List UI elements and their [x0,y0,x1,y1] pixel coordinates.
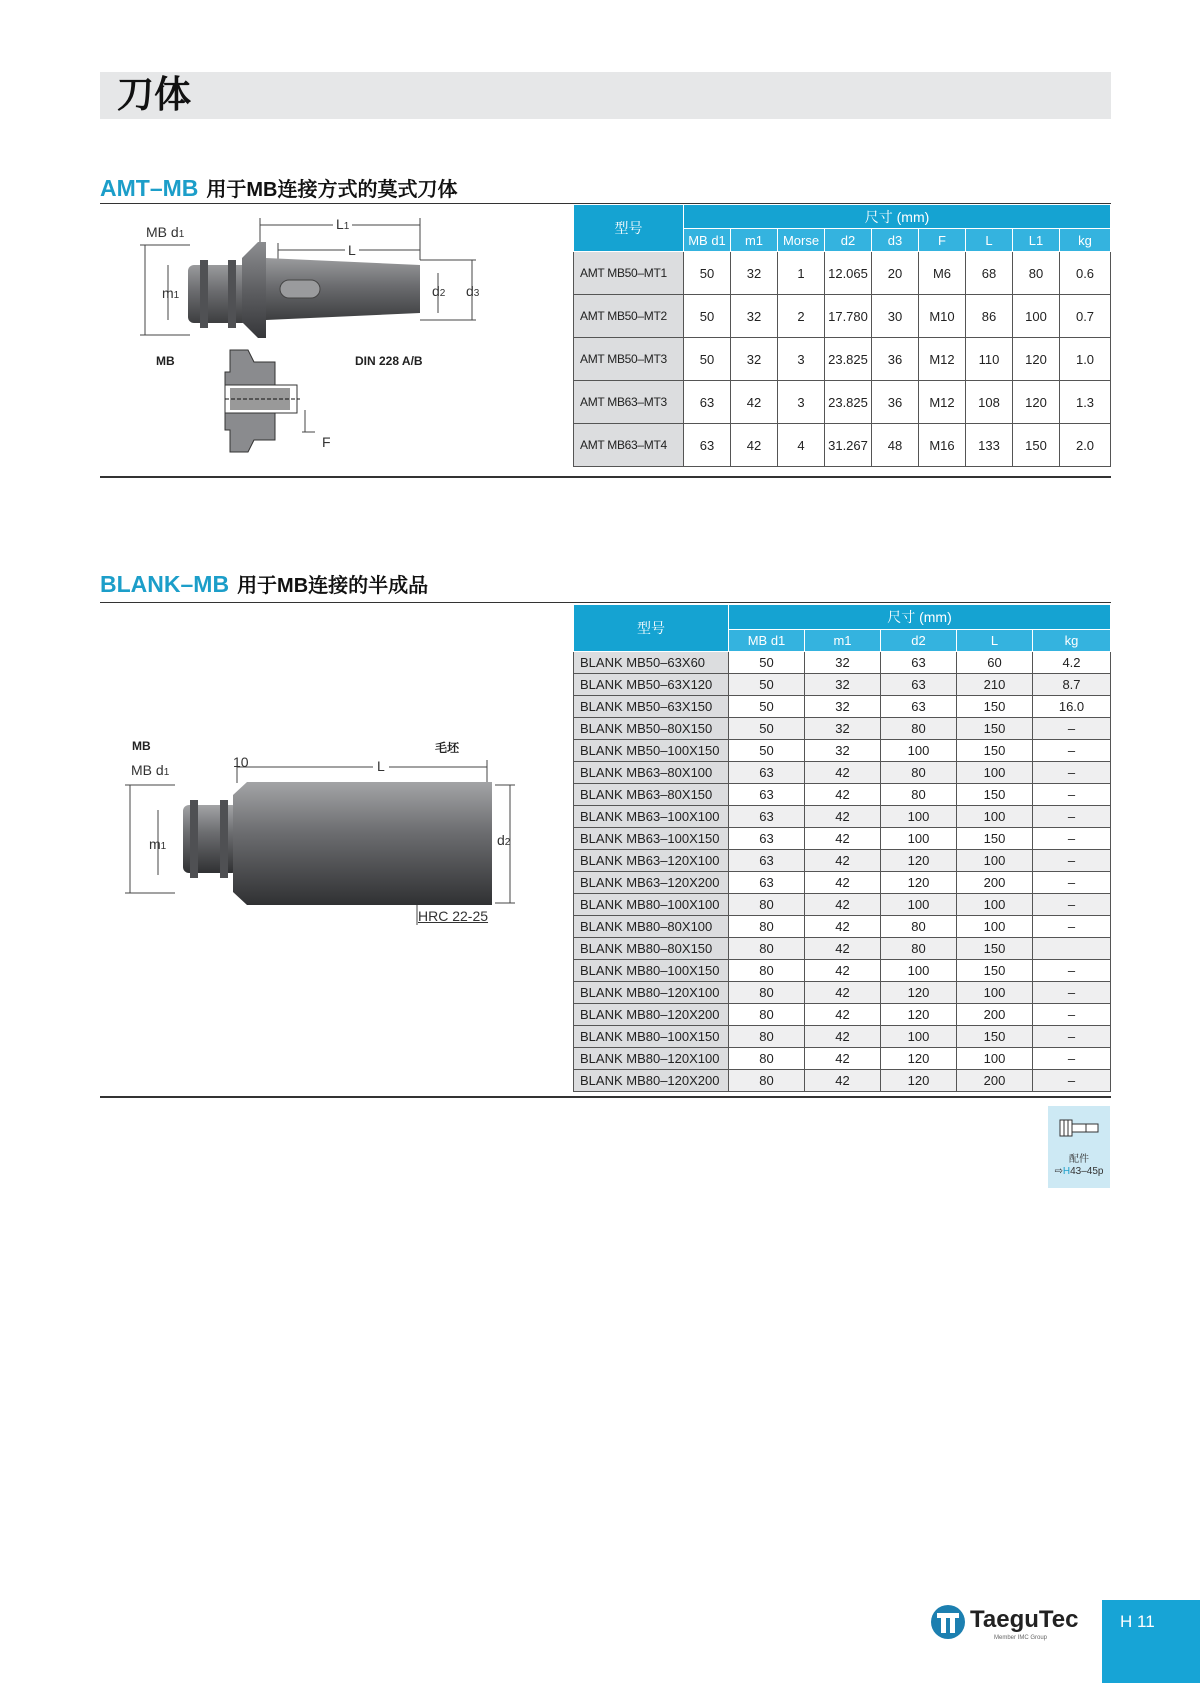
section-end-rule [100,476,1111,478]
model-cell: BLANK MB50–63X150 [574,696,729,718]
section-end-rule [100,1096,1111,1098]
value-cell: 120 [881,1048,957,1070]
label-blank: 毛坯 [435,741,460,755]
value-cell [1033,938,1111,960]
table-row [574,1026,1111,1048]
table-row [574,338,1111,381]
value-cell: 120 [881,850,957,872]
value-cell: 80 [729,960,805,982]
value-cell: – [1033,718,1111,740]
brand-name: TaeguTec [970,1606,1079,1633]
value-cell: 23.825 [825,338,872,381]
model-cell: BLANK MB80–120X100 [574,1048,729,1070]
model-cell: BLANK MB80–80X100 [574,916,729,938]
value-cell: 42 [805,806,881,828]
accessory-reference[interactable] [1048,1106,1110,1188]
value-cell: – [1033,1026,1111,1048]
value-cell: 80 [881,762,957,784]
value-cell: – [1033,960,1111,982]
value-cell: 3 [778,381,825,424]
value-cell: 1.3 [1060,381,1111,424]
col-header: MB d1 [684,229,731,252]
section-divider [100,602,1111,603]
value-cell: – [1033,916,1111,938]
value-cell: 210 [957,674,1033,696]
value-cell: 42 [805,938,881,960]
value-cell: 133 [966,424,1013,467]
value-cell: 80 [729,938,805,960]
label-d2: d2 [432,283,446,299]
value-cell: 150 [957,740,1033,762]
value-cell: 20 [872,252,919,295]
label-d3: d3 [466,283,480,299]
value-cell: 42 [805,784,881,806]
value-cell: – [1033,784,1111,806]
value-cell: M12 [919,338,966,381]
value-cell: – [1033,1070,1111,1092]
model-cell: BLANK MB80–120X100 [574,982,729,1004]
value-cell: 150 [957,784,1033,806]
value-cell: 32 [805,652,881,674]
value-cell: 60 [957,652,1033,674]
value-cell: 32 [805,696,881,718]
value-cell: 3 [778,338,825,381]
value-cell: 63 [729,762,805,784]
table-row [574,1004,1111,1026]
table-row [574,1070,1111,1092]
value-cell: 108 [966,381,1013,424]
table-row [574,381,1111,424]
model-cell: BLANK MB63–100X100 [574,806,729,828]
value-cell: 42 [805,960,881,982]
label-m1: m1 [162,285,180,301]
header-size: 尺寸 (mm) [729,605,1111,630]
value-cell: M6 [919,252,966,295]
table-row [574,806,1111,828]
model-cell: AMT MB50–MT2 [574,295,684,338]
table-row [574,850,1111,872]
value-cell: 32 [731,295,778,338]
value-cell: 50 [729,674,805,696]
value-cell: 63 [881,652,957,674]
value-cell: M12 [919,381,966,424]
value-cell: 0.7 [1060,295,1111,338]
amt-mb-spec-table [573,204,1111,467]
value-cell: 80 [729,982,805,1004]
value-cell: 80 [881,784,957,806]
value-cell: 50 [729,740,805,762]
value-cell: 50 [729,652,805,674]
value-cell: 200 [957,872,1033,894]
model-cell: BLANK MB63–80X150 [574,784,729,806]
value-cell: 120 [881,1070,957,1092]
col-header: Morse [778,229,825,252]
model-cell: BLANK MB63–120X200 [574,872,729,894]
label-mb: MB [132,739,151,753]
col-header: MB d1 [729,630,805,652]
value-cell: 80 [729,916,805,938]
col-header: d2 [881,630,957,652]
table-row [574,960,1111,982]
value-cell: 200 [957,1004,1033,1026]
label-m1: m1 [149,836,167,852]
model-cell: AMT MB50–MT3 [574,338,684,381]
label-hrc: HRC 22-25 [418,908,489,924]
value-cell: 100 [881,740,957,762]
value-cell: 100 [957,916,1033,938]
page-number-tab [1102,1600,1200,1683]
value-cell: 36 [872,381,919,424]
model-cell: BLANK MB63–80X100 [574,762,729,784]
brand-logo [930,1602,1078,1644]
value-cell: 80 [881,938,957,960]
col-header: F [919,229,966,252]
header-size: 尺寸 (mm) [684,205,1111,229]
col-header: m1 [731,229,778,252]
blank-mb-spec-table [573,604,1111,1092]
value-cell: 42 [805,1070,881,1092]
col-header: kg [1033,630,1111,652]
value-cell: M10 [919,295,966,338]
label-mb-d1: MB d1 [131,762,170,778]
table-row [574,1048,1111,1070]
value-cell: 80 [729,1070,805,1092]
value-cell: 200 [957,1070,1033,1092]
value-cell: 31.267 [825,424,872,467]
table-row [574,718,1111,740]
page-number: H 11 [1120,1612,1155,1631]
value-cell: 110 [966,338,1013,381]
value-cell: 63 [729,872,805,894]
value-cell: 100 [957,850,1033,872]
value-cell: 2.0 [1060,424,1111,467]
value-cell: 63 [881,696,957,718]
value-cell: – [1033,828,1111,850]
value-cell: 42 [731,381,778,424]
value-cell: 150 [957,960,1033,982]
col-header: d2 [825,229,872,252]
model-cell: BLANK MB80–100X150 [574,960,729,982]
table-row [574,916,1111,938]
value-cell: 42 [805,1048,881,1070]
value-cell: 32 [805,718,881,740]
value-cell: M16 [919,424,966,467]
value-cell: 100 [957,1048,1033,1070]
table-row [574,252,1111,295]
label-mb: MB [156,354,175,368]
value-cell: 80 [729,1048,805,1070]
accessory-page-ref[interactable]: ⇨H43–45p [1054,1166,1104,1177]
table-row [574,424,1111,467]
value-cell: 42 [805,872,881,894]
brand-tagline: Member IMC Group [994,1635,1048,1641]
table-row [574,696,1111,718]
table-row [574,784,1111,806]
value-cell: 80 [881,718,957,740]
model-cell: BLANK MB50–80X150 [574,718,729,740]
value-cell: 100 [881,960,957,982]
col-header: L1 [1013,229,1060,252]
value-cell: 30 [872,295,919,338]
table-row [574,938,1111,960]
value-cell: 63 [684,424,731,467]
header-model: 型号 [574,205,684,252]
value-cell: 42 [805,828,881,850]
value-cell: 100 [1013,295,1060,338]
col-header: d3 [872,229,919,252]
value-cell: 100 [881,828,957,850]
model-cell: BLANK MB50–63X120 [574,674,729,696]
col-header: m1 [805,630,881,652]
label-ten: 10 [233,754,249,770]
amt-mb-drawing [130,210,490,475]
col-header: kg [1060,229,1111,252]
value-cell: – [1033,1004,1111,1026]
section-subtitle: 用于MB连接的半成品 [237,575,429,597]
table-row [574,652,1111,674]
value-cell: 12.065 [825,252,872,295]
table-row [574,762,1111,784]
label-l1: L1 [333,216,352,232]
label-l: L [345,242,359,258]
value-cell: 50 [729,696,805,718]
value-cell: 50 [684,338,731,381]
value-cell: 42 [805,1004,881,1026]
table-row [574,894,1111,916]
value-cell: 150 [957,938,1033,960]
value-cell: 150 [957,828,1033,850]
model-cell: BLANK MB80–80X150 [574,938,729,960]
label-din: DIN 228 A/B [355,354,423,368]
section-title-blank-mb [100,571,428,599]
section-code: BLANK–MB [100,571,230,597]
value-cell: 48 [872,424,919,467]
value-cell: 80 [729,894,805,916]
section-title-amt-mb [100,175,458,203]
model-cell: BLANK MB50–100X150 [574,740,729,762]
value-cell: 150 [957,1026,1033,1048]
value-cell: 32 [805,674,881,696]
value-cell: – [1033,850,1111,872]
value-cell: – [1033,894,1111,916]
value-cell: – [1033,740,1111,762]
model-cell: BLANK MB63–100X150 [574,828,729,850]
label-mb-d1: MB d1 [146,224,185,240]
value-cell: – [1033,872,1111,894]
model-cell: BLANK MB80–120X200 [574,1004,729,1026]
value-cell: 42 [805,762,881,784]
value-cell: 120 [1013,381,1060,424]
value-cell: 17.780 [825,295,872,338]
table-row [574,872,1111,894]
value-cell: 42 [805,982,881,1004]
value-cell: 80 [881,916,957,938]
value-cell: 50 [684,252,731,295]
label-f: F [322,434,331,450]
section-code: AMT–MB [100,175,199,201]
value-cell: 80 [1013,252,1060,295]
section-subtitle: 用于MB连接方式的莫式刀体 [206,179,458,201]
value-cell: 2 [778,295,825,338]
value-cell: 100 [957,806,1033,828]
model-cell: BLANK MB80–100X100 [574,894,729,916]
value-cell: 0.6 [1060,252,1111,295]
value-cell: 8.7 [1033,674,1111,696]
value-cell: 63 [729,850,805,872]
value-cell: 120 [1013,338,1060,381]
model-cell: AMT MB50–MT1 [574,252,684,295]
label-l: L [373,758,389,774]
value-cell: 36 [872,338,919,381]
value-cell: 63 [729,806,805,828]
model-cell: BLANK MB80–100X150 [574,1026,729,1048]
table-row [574,740,1111,762]
value-cell: 42 [731,424,778,467]
model-cell: AMT MB63–MT4 [574,424,684,467]
value-cell: 1 [778,252,825,295]
value-cell: 4 [778,424,825,467]
value-cell: 120 [881,872,957,894]
bolt-icon [1058,1116,1102,1140]
accessory-label: 配件 [1069,1154,1089,1165]
table-row [574,982,1111,1004]
value-cell: 32 [731,338,778,381]
value-cell: – [1033,982,1111,1004]
model-cell: BLANK MB63–120X100 [574,850,729,872]
value-cell: 100 [881,806,957,828]
page-title: 刀体 [117,74,191,115]
value-cell: 50 [729,718,805,740]
value-cell: 42 [805,916,881,938]
value-cell: – [1033,1048,1111,1070]
label-d2: d2 [497,832,511,848]
value-cell: 63 [684,381,731,424]
col-header: L [957,630,1033,652]
value-cell: 150 [1013,424,1060,467]
value-cell: 63 [729,828,805,850]
value-cell: – [1033,762,1111,784]
value-cell: 32 [805,740,881,762]
page-header-bar [100,72,1111,119]
model-cell: AMT MB63–MT3 [574,381,684,424]
value-cell: 63 [881,674,957,696]
value-cell: 100 [957,762,1033,784]
value-cell: 32 [731,252,778,295]
value-cell: 150 [957,696,1033,718]
value-cell: 42 [805,894,881,916]
taegutec-logo-icon [930,1604,966,1640]
table-row [574,295,1111,338]
value-cell: 150 [957,718,1033,740]
model-cell: BLANK MB80–120X200 [574,1070,729,1092]
value-cell: 16.0 [1033,696,1111,718]
value-cell: 80 [729,1026,805,1048]
value-cell: – [1033,806,1111,828]
table-row [574,828,1111,850]
value-cell: 100 [957,982,1033,1004]
value-cell: 100 [957,894,1033,916]
value-cell: 4.2 [1033,652,1111,674]
value-cell: 100 [881,894,957,916]
model-cell: BLANK MB50–63X60 [574,652,729,674]
table-row [574,674,1111,696]
value-cell: 80 [729,1004,805,1026]
value-cell: 42 [805,850,881,872]
value-cell: 120 [881,982,957,1004]
value-cell: 50 [684,295,731,338]
value-cell: 120 [881,1004,957,1026]
header-model: 型号 [574,605,729,652]
value-cell: 100 [881,1026,957,1048]
value-cell: 23.825 [825,381,872,424]
value-cell: 86 [966,295,1013,338]
col-header: L [966,229,1013,252]
value-cell: 1.0 [1060,338,1111,381]
value-cell: 68 [966,252,1013,295]
value-cell: 42 [805,1026,881,1048]
value-cell: 63 [729,784,805,806]
